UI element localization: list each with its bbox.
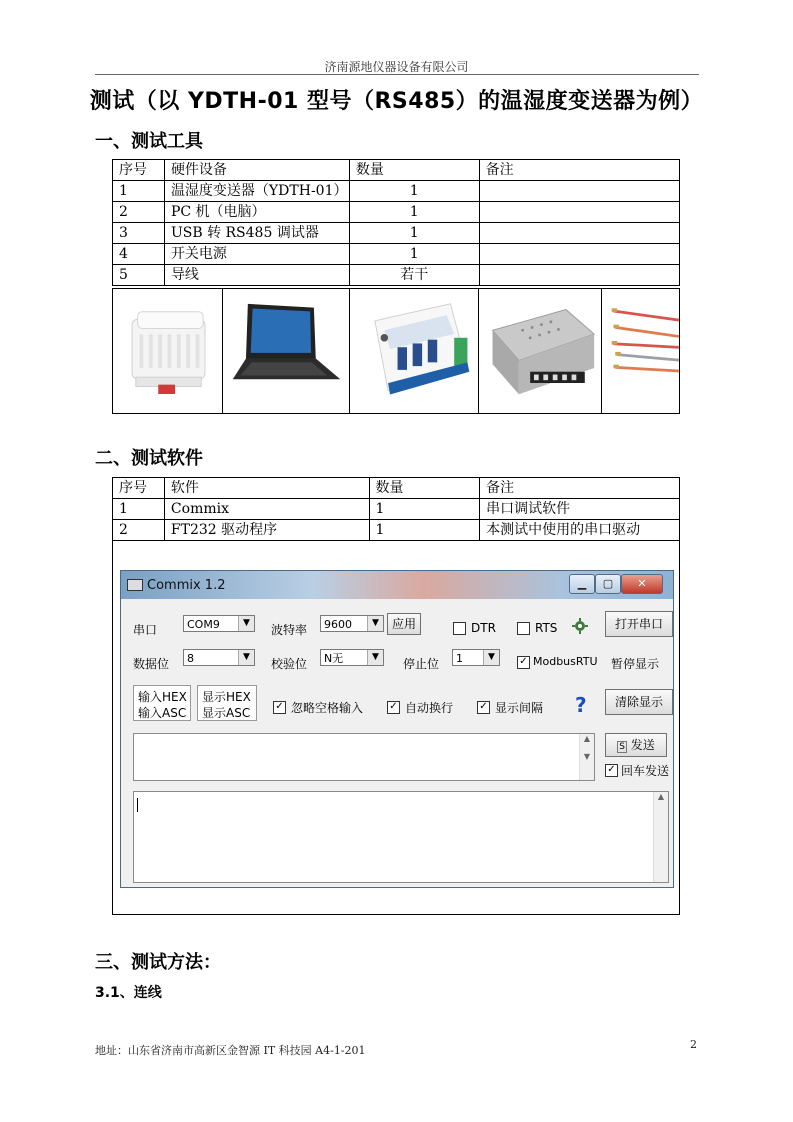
display-hex-option[interactable]: 显示HEX	[202, 690, 251, 704]
receive-output[interactable]	[133, 791, 669, 883]
ignore-space-checkbox[interactable]: ✓	[273, 701, 286, 714]
table-cell: 1	[349, 181, 479, 202]
help-icon[interactable]: ?	[575, 693, 587, 717]
ignore-space-label: 忽略空格输入	[291, 701, 364, 715]
show-interval-label: 显示间隔	[495, 701, 544, 715]
table-header-cell: 备注	[479, 160, 679, 181]
table-row	[113, 223, 680, 244]
databits-select[interactable]	[183, 649, 255, 666]
baud-label: 波特率	[271, 623, 308, 637]
baud-value: 9600	[324, 618, 352, 631]
table-header-cell: 序号	[113, 160, 165, 181]
table-header-cell: 软件	[164, 478, 369, 499]
modbus-checkbox[interactable]: ✓	[517, 656, 530, 669]
table-cell: FT232 驱动程序	[164, 520, 369, 541]
table-header-cell: 数量	[369, 478, 480, 499]
dtr-checkbox[interactable]	[453, 622, 466, 635]
document-title: 测试（以 YDTH-01 型号（RS485）的温湿度变送器为例）	[89, 89, 704, 114]
input-hex-option[interactable]: 输入HEX	[138, 690, 187, 704]
footer-address: 地址：山东省济南市高新区金智源 IT 科技园 A4-1-201	[95, 1044, 366, 1057]
table-cell: 串口调试软件	[480, 499, 680, 520]
subsection-heading: 3.1、连线	[95, 985, 162, 1001]
table-header-cell: 数量	[349, 160, 479, 181]
table-cell: USB 转 RS485 调试器	[164, 223, 349, 244]
table-row	[113, 244, 680, 265]
send-shortcut-key: S	[619, 742, 625, 752]
port-label: 串口	[133, 623, 158, 637]
stopbits-label: 停止位	[403, 657, 440, 671]
auto-wrap-label: 自动换行	[405, 701, 454, 715]
table-cell: 5	[113, 265, 165, 286]
table-cell: 1	[349, 244, 479, 265]
wires-photo	[602, 289, 680, 414]
table-row	[113, 202, 680, 223]
chevron-down-icon: ▼	[367, 616, 383, 631]
page-header: 济南源地仪器设备有限公司	[324, 60, 469, 74]
table-header-cell: 硬件设备	[164, 160, 349, 181]
table-row	[113, 499, 680, 520]
window-title: Commix 1.2	[147, 578, 226, 593]
rts-checkbox[interactable]	[517, 622, 530, 635]
rts-label: RTS	[535, 621, 558, 635]
dtr-label: DTR	[471, 621, 496, 635]
table-header-cell: 序号	[113, 478, 165, 499]
pause-display-button[interactable]: 暂停显示	[611, 657, 660, 671]
parity-select[interactable]	[320, 649, 384, 666]
table-cell: 1	[113, 499, 165, 520]
table-cell: 1	[349, 223, 479, 244]
section-heading: 一、测试工具	[95, 131, 203, 152]
maximize-icon[interactable]: ▢	[595, 574, 621, 594]
send-scrollbar[interactable]: ▲ ▼	[579, 734, 594, 780]
table-cell: 开关电源	[164, 244, 349, 265]
table-cell: 1	[369, 499, 480, 520]
table-cell: 3	[113, 223, 165, 244]
text-caret	[137, 798, 138, 812]
software-table	[112, 477, 680, 541]
table-row	[113, 520, 680, 541]
enter-send-checkbox[interactable]: ✓	[605, 764, 618, 777]
modbus-label: ModbusRTU	[533, 655, 598, 668]
table-row	[113, 181, 680, 202]
section-heading: 二、测试软件	[95, 448, 203, 469]
table-cell: 1	[349, 202, 479, 223]
chevron-down-icon: ▼	[367, 650, 383, 665]
chevron-down-icon: ▼	[238, 616, 254, 631]
chevron-down-icon: ▼	[483, 650, 499, 665]
app-icon	[127, 579, 143, 591]
settings-icon[interactable]	[571, 617, 589, 635]
databits-label: 数据位	[133, 657, 170, 671]
table-cell: 本测试中使用的串口驱动	[480, 520, 680, 541]
usb-rs485-adapter-photo	[349, 289, 479, 414]
table-header-row	[113, 478, 680, 499]
enter-send-label: 回车发送	[621, 764, 670, 778]
table-cell	[479, 181, 679, 202]
table-cell: 导线	[164, 265, 349, 286]
table-cell	[479, 223, 679, 244]
send-input[interactable]	[133, 733, 595, 781]
transmitter-photo	[113, 289, 223, 414]
display-asc-option[interactable]: 显示ASC	[202, 706, 251, 720]
table-cell: 2	[113, 520, 165, 541]
parity-label: 校验位	[271, 657, 308, 671]
receive-scrollbar[interactable]: ▲	[653, 792, 668, 882]
table-header-row	[113, 160, 680, 181]
table-row	[113, 265, 680, 286]
table-cell	[479, 244, 679, 265]
port-select[interactable]	[183, 615, 255, 632]
table-cell: 1	[369, 520, 480, 541]
apply-button[interactable]: 应用	[387, 613, 421, 635]
table-cell: 若干	[349, 265, 479, 286]
table-header-cell: 备注	[480, 478, 680, 499]
power-supply-photo	[479, 289, 602, 414]
minimize-icon[interactable]: ▁	[569, 574, 595, 594]
stopbits-select[interactable]	[452, 649, 500, 666]
table-cell: 1	[113, 181, 165, 202]
table-cell: 2	[113, 202, 165, 223]
auto-wrap-checkbox[interactable]: ✓	[387, 701, 400, 714]
input-mode-toggle[interactable]	[133, 685, 191, 721]
header-divider	[95, 74, 699, 75]
table-cell: 温湿度变送器（YDTH-01）	[164, 181, 349, 202]
table-cell	[479, 265, 679, 286]
port-value: COM9	[187, 618, 220, 631]
open-port-button[interactable]: 打开串口	[605, 611, 673, 637]
section-heading: 三、测试方法：	[95, 952, 221, 973]
laptop-photo	[222, 289, 349, 414]
clear-display-button[interactable]: 清除显示	[605, 689, 673, 715]
baud-select[interactable]	[320, 615, 384, 632]
chevron-down-icon: ▼	[238, 650, 254, 665]
table-cell: 4	[113, 244, 165, 265]
table-cell: Commix	[164, 499, 369, 520]
close-icon[interactable]: ✕	[621, 574, 663, 594]
send-button-label: 发送	[630, 738, 655, 752]
hardware-table	[112, 159, 680, 286]
table-cell	[479, 202, 679, 223]
input-asc-option[interactable]: 输入ASC	[138, 706, 187, 720]
table-cell: PC 机（电脑）	[164, 202, 349, 223]
show-interval-checkbox[interactable]: ✓	[477, 701, 490, 714]
page-number: 2	[690, 1038, 697, 1051]
databits-value: 8	[187, 652, 194, 665]
display-mode-toggle[interactable]	[197, 685, 257, 721]
commix-window	[120, 570, 674, 888]
parity-value: N无	[324, 652, 344, 665]
send-button[interactable]	[605, 733, 667, 757]
hardware-photo-row	[112, 288, 680, 414]
stopbits-value: 1	[456, 652, 463, 665]
